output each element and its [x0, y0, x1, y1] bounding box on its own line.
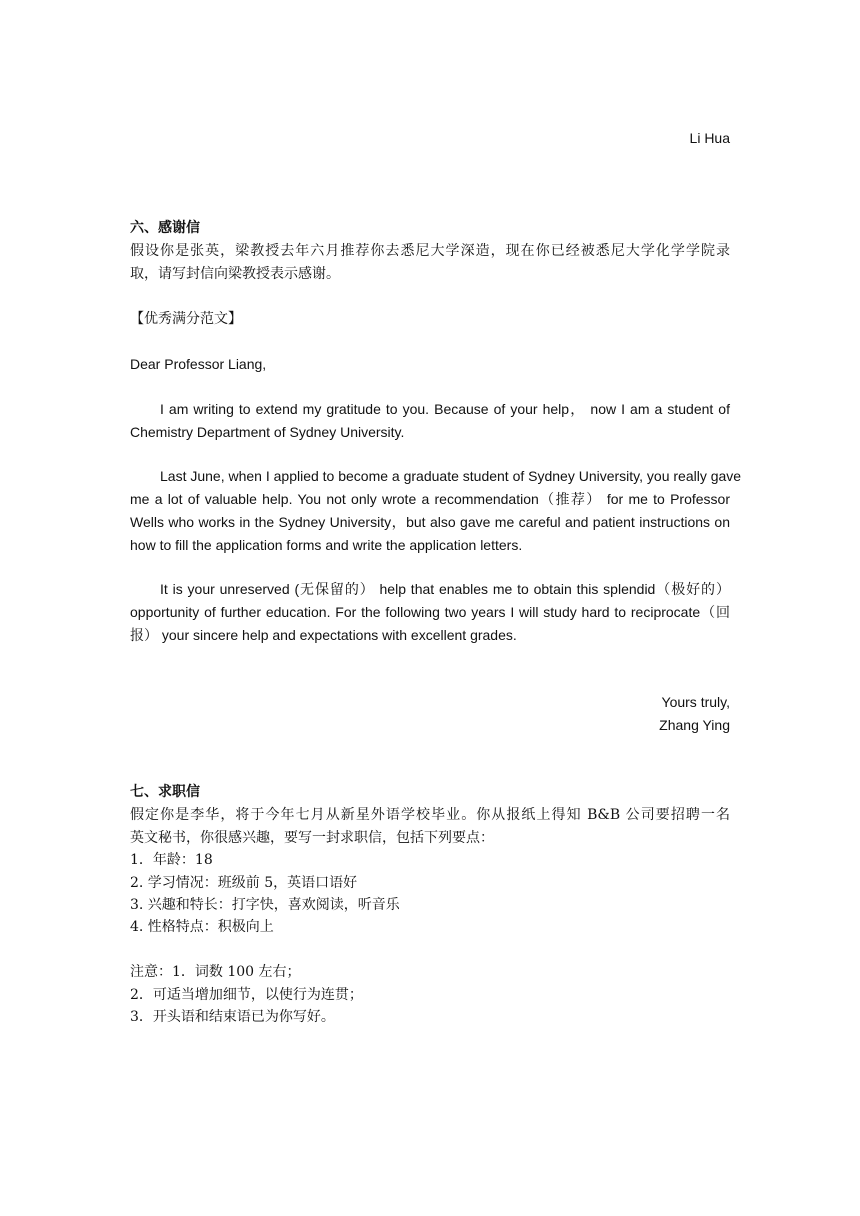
letter-paragraph-line: me a lot of valuable help. You not only wrote a recommendation（推荐） for me to Professor	[130, 491, 730, 507]
letter-closing: Yours truly,	[661, 694, 730, 710]
section7-point-age: 1．年龄：18	[130, 852, 213, 868]
letter-salutation: Dear Professor Liang,	[130, 356, 267, 372]
section6-heading: 六、感谢信	[130, 220, 200, 236]
section7-point-study: 2. 学习情况：班级前 5，英语口语好	[130, 875, 358, 891]
section7-prompt-line: 假定你是李华，将于今年七月从新星外语学校毕业。你从报纸上得知 B&B 公司要招聘一名	[130, 807, 730, 823]
section7-heading: 七、求职信	[130, 784, 200, 800]
section7-note: 2．可适当增加细节，以使行为连贯；	[130, 987, 363, 1003]
letter-paragraph-line: Last June, when I applied to become a graduate student of Sydney University, you really gave	[160, 468, 742, 484]
letter-signature: Zhang Ying	[659, 717, 730, 733]
top-signature: Li Hua	[689, 130, 730, 146]
section7-note: 3．开头语和结束语已为你写好。	[130, 1009, 335, 1025]
letter-paragraph-line: 报） your sincere help and expectations with excellent grades.	[130, 627, 517, 643]
letter-paragraph-line: It is your unreserved (无保留的） help that enables me to obtain this splendid（极好的）	[160, 581, 730, 597]
section7-prompt-line: 英文秘书，你很感兴趣，要写一封求职信，包括下列要点：	[130, 830, 494, 846]
letter-paragraph-line: I am writing to extend my gratitude to you. Because of your help， now I am a student of	[160, 401, 730, 417]
section6-prompt-line: 取，请写封信向梁教授表示感谢。	[130, 266, 340, 282]
sample-label: 【优秀满分范文】	[130, 311, 242, 327]
document-page	[130, 0, 742, 1216]
section6-prompt-line: 假设你是张英，梁教授去年六月推荐你去悉尼大学深造，现在你已经被悉尼大学化学学院录	[130, 243, 730, 259]
section7-note: 注意：1．词数 100 左右；	[130, 964, 301, 980]
letter-paragraph-line: opportunity of further education. For the following two years I will study hard to reciprocate（回	[130, 604, 730, 620]
letter-paragraph-line: Chemistry Department of Sydney University.	[130, 424, 405, 440]
section7-point-interests: 3. 兴趣和特长：打字快，喜欢阅读，听音乐	[130, 897, 400, 913]
section7-point-personality: 4. 性格特点：积极向上	[130, 919, 274, 935]
letter-paragraph-line: Wells who works in the Sydney University，but also gave me careful and patient instructions on	[130, 514, 730, 530]
letter-paragraph-line: how to fill the application forms and write the application letters.	[130, 537, 523, 553]
